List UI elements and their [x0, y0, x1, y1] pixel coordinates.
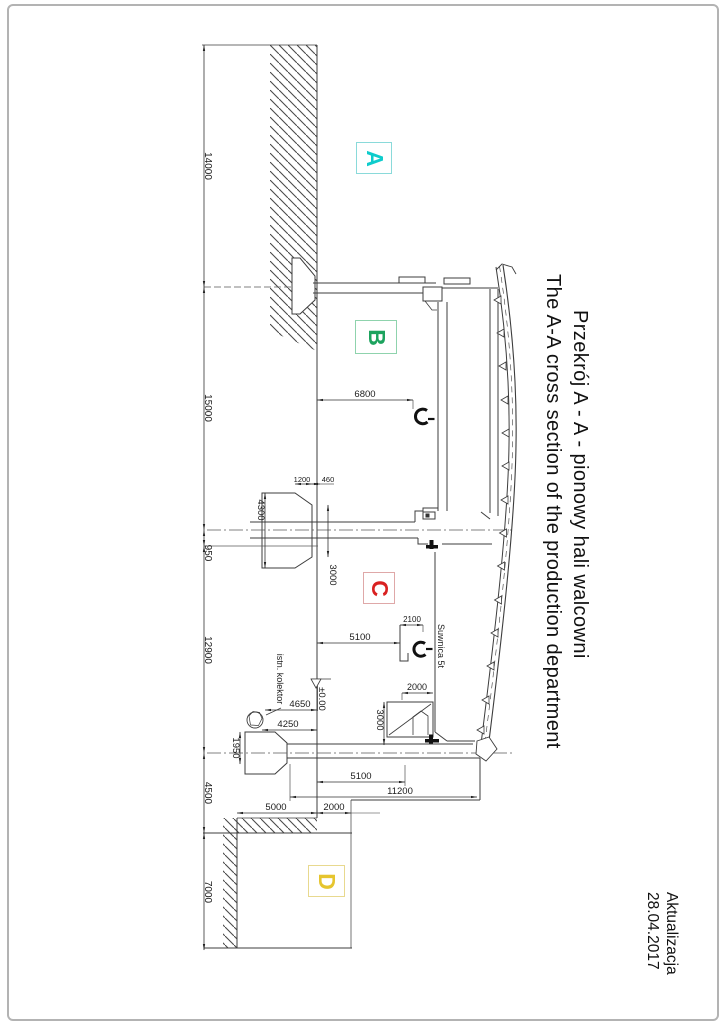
zone-letter: D [314, 872, 340, 890]
dim-label: 4500 [202, 781, 213, 805]
zone-marker-b [355, 320, 397, 354]
dim-label: 4650 [289, 699, 311, 710]
structure-lines [202, 45, 498, 948]
dim-label: 12900 [202, 636, 213, 664]
revision-label: Aktualizacja [663, 892, 680, 975]
crane-hook-icon [400, 625, 433, 661]
zone-marker-c [363, 572, 395, 604]
dim-label: 2100 [403, 615, 421, 624]
crane-label: Suwnica 5t [436, 623, 446, 669]
revision-date: 28.04.2017 [644, 892, 661, 970]
revision-block [643, 892, 681, 988]
dim-label: 6800 [354, 389, 376, 400]
dim-label: 5100 [350, 771, 372, 782]
dim-label: 4300 [255, 499, 266, 521]
zone-letter: B [363, 328, 390, 346]
collector-label: istn. kolektor [275, 653, 285, 705]
dimension-labels [202, 149, 446, 904]
dim-label: 2000 [323, 802, 345, 813]
dim-label: 1950 [230, 737, 241, 759]
dim-label: 3000 [327, 564, 338, 586]
dimension-lines [204, 45, 477, 950]
dim-label: 3000 [374, 709, 385, 731]
dim-label: 5000 [265, 802, 287, 813]
dim-label: 14000 [202, 152, 213, 180]
drawing-title-en: The A-A cross section of the production department [542, 274, 564, 749]
dim-label: 15000 [202, 394, 213, 422]
axis-centerlines [204, 287, 514, 753]
dim-label: 7000 [202, 880, 213, 904]
dim-label: 2000 [406, 682, 428, 692]
zone-letter: A [361, 149, 388, 167]
roof-fixing-ticks [477, 296, 509, 734]
zone-marker-a [356, 142, 392, 174]
dim-label: 4250 [277, 719, 299, 730]
crane-hook-icon [415, 409, 434, 424]
zone-letter: C [366, 579, 393, 597]
dim-label: 11200 [387, 786, 413, 797]
zone-marker-d [308, 865, 345, 897]
dim-label: 460 [321, 475, 335, 484]
drawing-title-pl: Przekrój A - A - pionowy hali walcowni [569, 310, 591, 659]
dim-label: 5100 [349, 632, 371, 643]
dim-label: 1200 [293, 475, 311, 484]
dim-label: 950 [202, 544, 213, 562]
level-zero-label: ±0.00 [316, 687, 327, 711]
